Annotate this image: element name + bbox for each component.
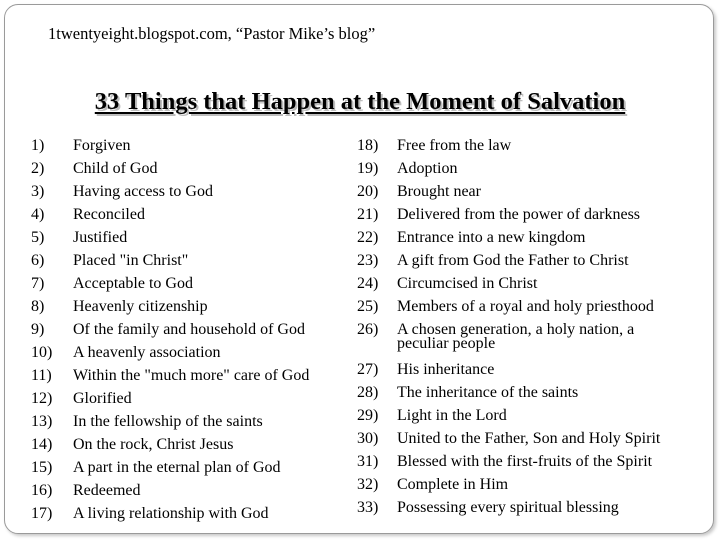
item-text <box>73 180 213 203</box>
item-text <box>397 496 619 519</box>
item-number: 18) <box>357 137 379 154</box>
item-text-line: Delivered from the power of darkness <box>397 206 641 223</box>
item-text <box>73 479 141 502</box>
item-number: 7) <box>31 275 45 292</box>
item-number: 3) <box>31 183 45 200</box>
item-text <box>397 134 511 157</box>
item-number: 10) <box>31 344 53 361</box>
item-text-line: A chosen generation, a holy nation, a <box>397 321 635 338</box>
item-text <box>73 502 269 525</box>
item-text-line: Placed "in Christ" <box>73 252 189 269</box>
item-number: 30) <box>357 430 379 447</box>
item-text-line: Adoption <box>397 160 458 177</box>
item-text <box>397 318 634 351</box>
item-number: 1) <box>31 137 45 154</box>
item-text-line: United to the Father, Son and Holy Spirit <box>397 430 661 447</box>
item-number: 11) <box>31 367 52 384</box>
item-text-line: A heavenly association <box>73 344 221 361</box>
item-text-line: Circumcised in Christ <box>397 275 538 292</box>
item-number: 24) <box>357 275 379 292</box>
item-text-line: Brought near <box>397 183 481 200</box>
item-text-line: Within the "much more" care of God <box>73 367 310 384</box>
item-text <box>397 249 629 272</box>
item-text-line: In the fellowship of the saints <box>73 413 263 430</box>
item-number: 22) <box>357 229 379 246</box>
item-number: 31) <box>357 453 379 470</box>
item-text <box>73 157 157 180</box>
item-text <box>73 318 305 341</box>
item-number: 17) <box>31 505 53 522</box>
item-text <box>73 341 221 364</box>
item-text-line: Redeemed <box>73 482 141 499</box>
item-number: 27) <box>357 361 379 378</box>
item-text-line: A part in the eternal plan of God <box>73 459 281 476</box>
item-text-line: Acceptable to God <box>73 275 193 292</box>
item-number: 23) <box>357 252 379 269</box>
item-text <box>397 427 660 450</box>
item-text-line: Justified <box>73 229 128 246</box>
item-text <box>73 410 263 433</box>
item-text <box>73 387 132 410</box>
item-text-line: Light in the Lord <box>397 407 507 424</box>
item-number: 29) <box>357 407 379 424</box>
item-text <box>397 157 457 180</box>
item-number: 13) <box>31 413 53 430</box>
item-text <box>73 203 145 226</box>
item-text <box>397 381 578 404</box>
item-text <box>73 272 193 295</box>
item-text-line: Having access to God <box>73 183 213 200</box>
slide-title: 33 Things that Happen at the Moment of Salvation <box>94 88 626 115</box>
item-text-line: Free from the law <box>397 137 512 154</box>
item-text <box>73 134 130 157</box>
item-text <box>73 433 233 456</box>
item-number: 6) <box>31 252 45 269</box>
item-text-line: A gift from God the Father to Christ <box>397 252 629 269</box>
item-text-line: Complete in Him <box>397 476 509 493</box>
item-text <box>397 272 537 295</box>
item-text-line: On the rock, Christ Jesus <box>73 436 234 453</box>
item-number: 5) <box>31 229 45 246</box>
item-number: 8) <box>31 298 45 315</box>
item-number: 32) <box>357 476 379 493</box>
item-text-line: A living relationship with God <box>73 505 269 522</box>
item-number: 25) <box>357 298 379 315</box>
item-text <box>73 364 309 387</box>
item-text <box>397 404 507 427</box>
item-text-line: Possessing every spiritual blessing <box>397 499 619 516</box>
item-text <box>397 226 585 249</box>
item-text-line: His inheritance <box>397 361 495 378</box>
item-text-line: Of the family and household of God <box>73 321 305 338</box>
item-text-line: Members of a royal and holy priesthood <box>397 298 654 315</box>
item-text <box>397 180 481 203</box>
item-number: 15) <box>31 459 53 476</box>
item-text <box>73 249 188 272</box>
item-number: 16) <box>31 482 53 499</box>
item-text-line: Child of God <box>73 160 158 177</box>
item-text <box>397 295 654 318</box>
item-text <box>397 473 508 496</box>
item-number: 21) <box>357 206 379 223</box>
item-text-line-continued: peculiar people <box>397 335 496 352</box>
item-number: 4) <box>31 206 45 223</box>
item-number: 19) <box>357 160 379 177</box>
item-text <box>73 456 281 479</box>
item-text-line: The inheritance of the saints <box>397 384 579 401</box>
item-number: 12) <box>31 390 53 407</box>
item-number: 20) <box>357 183 379 200</box>
item-text <box>397 203 640 226</box>
item-number: 28) <box>357 384 379 401</box>
item-text-line: Heavenly citizenship <box>73 298 208 315</box>
item-number: 9) <box>31 321 45 338</box>
item-text <box>73 226 127 249</box>
item-text <box>73 295 208 318</box>
item-text-line: Reconciled <box>73 206 145 223</box>
item-text <box>397 450 652 473</box>
item-text-line: Entrance into a new kingdom <box>397 229 586 246</box>
item-number: 33) <box>357 499 379 516</box>
item-text-line: Blessed with the first-fruits of the Spirit <box>397 453 653 470</box>
item-number: 14) <box>31 436 53 453</box>
item-text-line: Forgiven <box>73 137 131 154</box>
item-number: 26) <box>357 321 379 338</box>
source-caption: 1twentyeight.blogspot.com, “Pastor Mike’s blog” <box>48 24 376 43</box>
item-text-line: Glorified <box>73 390 132 407</box>
item-number: 2) <box>31 160 45 177</box>
item-text <box>397 358 494 381</box>
